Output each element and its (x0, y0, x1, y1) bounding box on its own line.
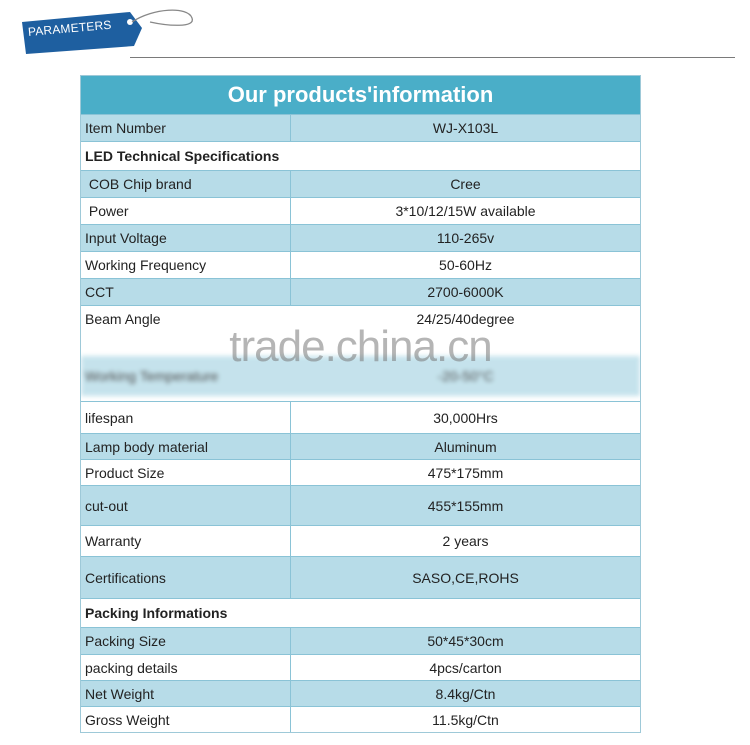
section-header (81, 141, 640, 170)
row-label: Beam Angle (85, 311, 161, 327)
row-value: 30,000Hrs (433, 409, 498, 426)
table-row (81, 401, 640, 433)
row-label: cut-out (81, 486, 291, 525)
product-info-table (80, 75, 641, 733)
row-value: 475*175mm (427, 464, 504, 481)
row-value: 50*45*30cm (427, 633, 504, 649)
table-row (81, 556, 640, 598)
watermark-text: trade.china.cn (229, 322, 492, 371)
row-value: -20-50°C (437, 368, 494, 384)
table-row (81, 356, 640, 396)
row-label: Gross Weight (81, 707, 291, 732)
table-title: Our products'information (81, 76, 640, 114)
section-header (81, 598, 640, 627)
table-row (81, 197, 640, 224)
row-label: Lamp body material (81, 434, 291, 459)
row-label: Certifications (81, 557, 291, 598)
row-value: 3*10/12/15W available (395, 203, 536, 219)
row-value: Cree (450, 176, 481, 192)
row-label: Working Temperature (85, 368, 219, 384)
table-row (81, 433, 640, 459)
row-value: 455*155mm (427, 497, 504, 514)
row-value: 4pcs/carton (429, 659, 502, 676)
table-row (81, 627, 640, 654)
table-row (81, 706, 640, 732)
row-label: CCT (81, 279, 291, 305)
row-value: 11.5kg/Ctn (432, 711, 499, 728)
table-row (81, 224, 640, 251)
row-value: SASO,CE,ROHS (412, 569, 519, 586)
tag-label: PARAMETERS (27, 17, 113, 39)
table-row (81, 459, 640, 485)
row-value: 2700-6000K (427, 284, 504, 300)
row-value: Aluminum (434, 438, 497, 455)
row-value: 110-265v (436, 230, 495, 246)
row-label: Net Weight (81, 681, 291, 706)
row-value: 2 years (442, 533, 489, 549)
parameters-tag (18, 8, 198, 60)
table-row (81, 485, 640, 525)
header-divider (130, 57, 735, 58)
row-label: Power (81, 198, 291, 224)
table-row (81, 306, 640, 332)
row-label: Working Frequency (81, 252, 291, 278)
row-value: 24/25/40degree (416, 311, 515, 327)
table-row (81, 251, 640, 278)
row-value: 8.4kg/Ctn (435, 685, 496, 702)
row-value: 50-60Hz (439, 257, 492, 273)
table-row (81, 278, 640, 305)
row-label: lifespan (81, 402, 291, 433)
section-title: Packing Informations (85, 605, 228, 621)
row-label: Item Number (81, 115, 291, 141)
row-label: Warranty (81, 526, 291, 556)
row-label: Input Voltage (81, 225, 291, 251)
table-row (81, 654, 640, 680)
table-row (81, 114, 640, 141)
table-row (81, 525, 640, 556)
row-label: Packing Size (81, 628, 291, 654)
table-row (81, 170, 640, 197)
row-value: WJ-X103L (432, 120, 499, 136)
row-label: packing details (81, 655, 291, 680)
row-label: Product Size (81, 460, 291, 485)
section-title: LED Technical Specifications (85, 148, 280, 164)
table-row (81, 680, 640, 706)
row-label: COB Chip brand (81, 171, 291, 197)
watermark-band (81, 305, 640, 401)
